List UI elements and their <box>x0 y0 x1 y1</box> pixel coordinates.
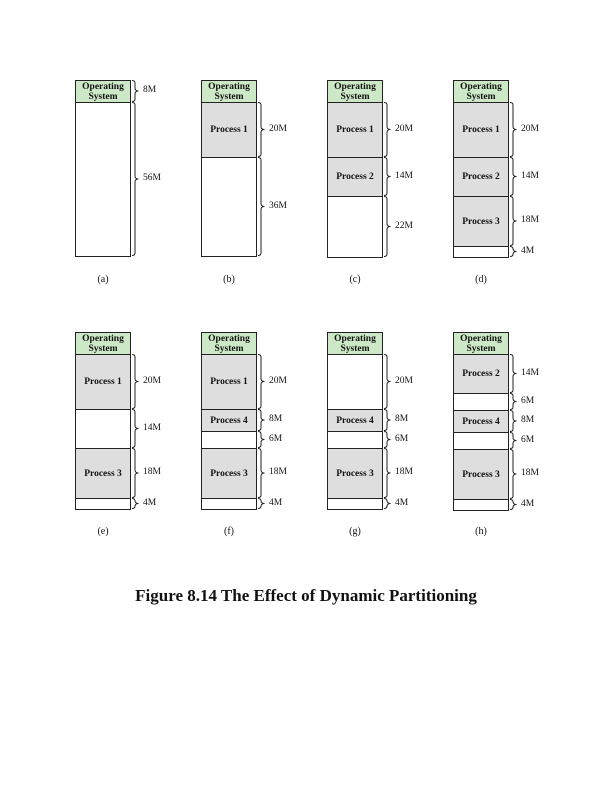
free-block <box>327 498 383 510</box>
os-block: Operating System <box>75 80 131 103</box>
brace-icon <box>132 498 140 509</box>
free-block <box>327 354 383 410</box>
process-block: Process 4 <box>327 409 383 432</box>
brace-icon <box>510 410 518 432</box>
panel-h <box>453 332 612 552</box>
process-block: Process 4 <box>453 410 509 433</box>
brace-icon <box>258 448 266 498</box>
free-block <box>453 246 509 258</box>
size-label: 6M <box>395 433 409 444</box>
brace-icon <box>384 196 392 257</box>
size-label: 8M <box>269 414 283 424</box>
size-label: 14M <box>395 170 413 181</box>
size-label: 8M <box>521 415 535 425</box>
brace-icon <box>132 80 140 102</box>
size-label: 6M <box>521 434 535 445</box>
panel-label: (f) <box>224 526 234 537</box>
os-block: Operating System <box>201 80 257 103</box>
free-block <box>453 432 509 450</box>
panel-label: (b) <box>223 274 235 285</box>
process-block: Process 2 <box>327 157 383 197</box>
os-block: Operating System <box>327 332 383 355</box>
brace-icon <box>258 102 266 157</box>
brace-icon <box>510 196 518 246</box>
brace-icon <box>384 498 392 509</box>
size-label: 4M <box>521 245 535 256</box>
size-label: 18M <box>521 468 539 478</box>
size-label: 20M <box>269 123 287 134</box>
brace-icon <box>258 431 266 448</box>
process-block: Process 3 <box>453 196 509 247</box>
size-label: 20M <box>269 375 287 386</box>
size-label: 18M <box>521 215 539 225</box>
process-block: Process 1 <box>201 102 257 158</box>
process-block: Process 2 <box>453 354 509 394</box>
size-label: 36M <box>269 200 287 211</box>
process-block: Process 1 <box>327 102 383 158</box>
free-block <box>327 196 383 258</box>
process-block: Process 4 <box>201 409 257 432</box>
brace-icon <box>510 432 518 449</box>
process-block: Process 3 <box>453 449 509 500</box>
size-label: 14M <box>521 170 539 181</box>
free-block <box>201 157 257 257</box>
process-block: Process 2 <box>453 157 509 197</box>
brace-icon <box>132 354 140 409</box>
brace-icon <box>510 499 518 510</box>
panel-label: (d) <box>475 274 487 285</box>
size-label: 6M <box>269 433 283 444</box>
os-block: Operating System <box>327 80 383 103</box>
brace-icon <box>384 448 392 498</box>
figure-caption: Figure 8.14 The Effect of Dynamic Partitioning <box>135 586 477 605</box>
free-block <box>327 431 383 449</box>
panel-label: (h) <box>475 526 487 537</box>
size-label: 14M <box>143 422 161 433</box>
size-label: 18M <box>143 467 161 477</box>
free-block <box>75 102 131 257</box>
size-label: 4M <box>395 497 409 508</box>
brace-icon <box>510 354 518 393</box>
free-block <box>201 431 257 449</box>
free-block <box>75 498 131 510</box>
size-label: 20M <box>521 123 539 134</box>
size-label: 8M <box>143 85 157 95</box>
brace-icon <box>510 157 518 196</box>
brace-icon <box>258 498 266 509</box>
size-label: 22M <box>395 220 413 231</box>
free-block <box>453 393 509 411</box>
brace-icon <box>132 448 140 498</box>
brace-icon <box>510 449 518 499</box>
os-block: Operating System <box>201 332 257 355</box>
free-block <box>75 409 131 449</box>
process-block: Process 1 <box>75 354 131 410</box>
process-block: Process 3 <box>75 448 131 499</box>
brace-icon <box>384 431 392 448</box>
os-block: Operating System <box>75 332 131 355</box>
brace-icon <box>510 393 518 410</box>
brace-icon <box>384 409 392 431</box>
panel-d <box>453 80 612 300</box>
brace-icon <box>510 102 518 157</box>
panel-label: (e) <box>97 526 109 537</box>
size-label: 4M <box>521 498 535 509</box>
free-block <box>453 499 509 511</box>
panel-label: (c) <box>349 274 361 285</box>
brace-icon <box>258 409 266 431</box>
size-label: 56M <box>143 173 161 183</box>
process-block: Process 3 <box>201 448 257 499</box>
brace-icon <box>384 354 392 409</box>
brace-icon <box>384 157 392 196</box>
brace-icon <box>510 246 518 257</box>
process-block: Process 3 <box>327 448 383 499</box>
process-block: Process 1 <box>201 354 257 410</box>
size-label: 4M <box>269 497 283 508</box>
brace-icon <box>258 354 266 409</box>
size-label: 14M <box>521 367 539 378</box>
size-label: 20M <box>395 375 413 386</box>
size-label: 18M <box>269 467 287 477</box>
size-label: 20M <box>395 123 413 134</box>
size-label: 18M <box>395 467 413 477</box>
brace-icon <box>132 102 140 256</box>
brace-icon <box>258 157 266 256</box>
process-block: Process 1 <box>453 102 509 158</box>
size-label: 6M <box>521 395 535 406</box>
os-block: Operating System <box>453 332 509 355</box>
free-block <box>201 498 257 510</box>
brace-icon <box>384 102 392 157</box>
panel-label: (g) <box>349 526 361 537</box>
panel-label: (a) <box>97 274 109 285</box>
size-label: 20M <box>143 375 161 386</box>
brace-icon <box>132 409 140 448</box>
size-label: 8M <box>395 414 409 424</box>
os-block: Operating System <box>453 80 509 103</box>
size-label: 4M <box>143 497 157 508</box>
